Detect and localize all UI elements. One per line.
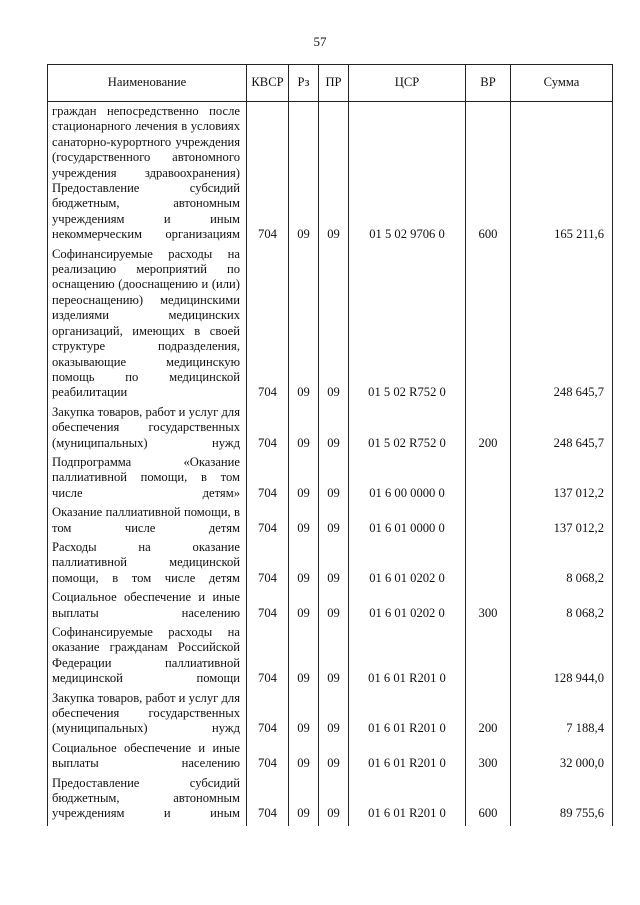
table-row bbox=[48, 590, 613, 625]
row-pr: 09 bbox=[319, 505, 349, 540]
row-pr: 09 bbox=[319, 181, 349, 247]
header-name: Наименование bbox=[48, 65, 247, 102]
row-name: Социальное обеспечение и иные выплаты населению bbox=[48, 741, 247, 776]
row-sum: 7 188,4 bbox=[511, 691, 613, 741]
row-name: граждан непосредственно после стационарного лечения в условиях санаторно-курортного учреждения (государственного автономного учреждения здравоохранения) bbox=[48, 102, 247, 182]
row-name: Софинансируемые расходы на реализацию мероприятий по оснащению (дооснащению и (или) переоснащению) медицинскими изделиями медицинских организаций, имеющих в своей структуре подразделения, оказывающие медицинскую помощь по медицинской реабилитации bbox=[48, 247, 247, 405]
page-number: 57 bbox=[313, 34, 327, 49]
table-row bbox=[48, 540, 613, 590]
row-sum: 137 012,2 bbox=[511, 505, 613, 540]
row-vr: 300 bbox=[466, 741, 511, 776]
row-kvsr: 704 bbox=[247, 625, 289, 691]
row-pr: 09 bbox=[319, 590, 349, 625]
row-rz: 09 bbox=[289, 540, 319, 590]
row-rz: 09 bbox=[289, 405, 319, 455]
row-vr bbox=[466, 505, 511, 540]
row-name: Расходы на оказание паллиативной медицинской помощи, в том числе детям bbox=[48, 540, 247, 590]
row-kvsr: 704 bbox=[247, 741, 289, 776]
row-vr bbox=[466, 625, 511, 691]
row-csr: 01 6 00 0000 0 bbox=[349, 455, 466, 505]
header-csr: ЦСР bbox=[349, 65, 466, 102]
row-sum: 248 645,7 bbox=[511, 247, 613, 405]
row-kvsr: 704 bbox=[247, 776, 289, 826]
row-name: Оказание паллиативной помощи, в том числе детям bbox=[48, 505, 247, 540]
row-pr: 09 bbox=[319, 776, 349, 826]
row-csr: 01 5 02 R752 0 bbox=[349, 247, 466, 405]
row-name: Софинансируемые расходы на оказание гражданам Российской Федерации паллиативной медицинской помощи bbox=[48, 625, 247, 691]
row-name: Закупка товаров, работ и услуг для обеспечения государственных (муниципальных) нужд bbox=[48, 405, 247, 455]
row-csr bbox=[349, 102, 466, 182]
table-row bbox=[48, 247, 613, 405]
table-row bbox=[48, 181, 613, 247]
row-sum: 165 211,6 bbox=[511, 181, 613, 247]
row-kvsr: 704 bbox=[247, 691, 289, 741]
header-vr: ВР bbox=[466, 65, 511, 102]
row-vr: 300 bbox=[466, 590, 511, 625]
row-csr: 01 5 02 9706 0 bbox=[349, 181, 466, 247]
table-row bbox=[48, 741, 613, 776]
row-pr: 09 bbox=[319, 455, 349, 505]
row-rz: 09 bbox=[289, 741, 319, 776]
row-pr: 09 bbox=[319, 691, 349, 741]
row-rz: 09 bbox=[289, 505, 319, 540]
table-row bbox=[48, 691, 613, 741]
row-csr: 01 6 01 R201 0 bbox=[349, 625, 466, 691]
row-vr: 600 bbox=[466, 776, 511, 826]
table-row bbox=[48, 776, 613, 826]
header-sum: Сумма bbox=[511, 65, 613, 102]
row-csr: 01 5 02 R752 0 bbox=[349, 405, 466, 455]
row-kvsr bbox=[247, 102, 289, 182]
row-kvsr: 704 bbox=[247, 455, 289, 505]
row-rz: 09 bbox=[289, 455, 319, 505]
table-row bbox=[48, 455, 613, 505]
row-csr: 01 6 01 0202 0 bbox=[349, 590, 466, 625]
table-row bbox=[48, 102, 613, 182]
header-pr: ПР bbox=[319, 65, 349, 102]
row-rz: 09 bbox=[289, 691, 319, 741]
row-vr bbox=[466, 540, 511, 590]
budget-table bbox=[47, 64, 613, 826]
row-pr: 09 bbox=[319, 741, 349, 776]
row-pr: 09 bbox=[319, 247, 349, 405]
row-sum: 137 012,2 bbox=[511, 455, 613, 505]
row-sum: 89 755,6 bbox=[511, 776, 613, 826]
row-kvsr: 704 bbox=[247, 181, 289, 247]
row-rz: 09 bbox=[289, 181, 319, 247]
row-rz: 09 bbox=[289, 590, 319, 625]
row-kvsr: 704 bbox=[247, 540, 289, 590]
row-kvsr: 704 bbox=[247, 405, 289, 455]
row-vr bbox=[466, 102, 511, 182]
table-header bbox=[48, 65, 613, 102]
row-csr: 01 6 01 R201 0 bbox=[349, 691, 466, 741]
row-name: Предоставление субсидий бюджетным, автономным учреждениям и иным некоммерческим организациям bbox=[48, 181, 247, 247]
table-body bbox=[48, 102, 613, 826]
row-name: Социальное обеспечение и иные выплаты населению bbox=[48, 590, 247, 625]
row-csr: 01 6 01 0202 0 bbox=[349, 540, 466, 590]
row-csr: 01 6 01 R201 0 bbox=[349, 741, 466, 776]
row-csr: 01 6 01 R201 0 bbox=[349, 776, 466, 826]
table-row bbox=[48, 625, 613, 691]
row-rz: 09 bbox=[289, 625, 319, 691]
row-csr: 01 6 01 0000 0 bbox=[349, 505, 466, 540]
row-kvsr: 704 bbox=[247, 505, 289, 540]
row-kvsr: 704 bbox=[247, 590, 289, 625]
row-sum: 8 068,2 bbox=[511, 590, 613, 625]
table-row bbox=[48, 505, 613, 540]
header-row bbox=[48, 65, 613, 102]
row-sum bbox=[511, 102, 613, 182]
row-rz bbox=[289, 102, 319, 182]
row-vr: 600 bbox=[466, 181, 511, 247]
row-rz: 09 bbox=[289, 776, 319, 826]
row-sum: 128 944,0 bbox=[511, 625, 613, 691]
header-rz: Рз bbox=[289, 65, 319, 102]
row-rz: 09 bbox=[289, 247, 319, 405]
table-row bbox=[48, 405, 613, 455]
row-vr: 200 bbox=[466, 405, 511, 455]
row-name: Закупка товаров, работ и услуг для обеспечения государственных (муниципальных) нужд bbox=[48, 691, 247, 741]
row-sum: 248 645,7 bbox=[511, 405, 613, 455]
row-kvsr: 704 bbox=[247, 247, 289, 405]
row-pr bbox=[319, 102, 349, 182]
row-vr bbox=[466, 455, 511, 505]
row-name: Предоставление субсидий бюджетным, автономным учреждениям и иным bbox=[48, 776, 247, 826]
row-pr: 09 bbox=[319, 405, 349, 455]
row-name: Подпрограмма «Оказание паллиативной помощи, в том числе детям» bbox=[48, 455, 247, 505]
row-pr: 09 bbox=[319, 540, 349, 590]
row-vr: 200 bbox=[466, 691, 511, 741]
row-sum: 8 068,2 bbox=[511, 540, 613, 590]
header-kvsr: КВСР bbox=[247, 65, 289, 102]
row-sum: 32 000,0 bbox=[511, 741, 613, 776]
row-vr bbox=[466, 247, 511, 405]
row-pr: 09 bbox=[319, 625, 349, 691]
